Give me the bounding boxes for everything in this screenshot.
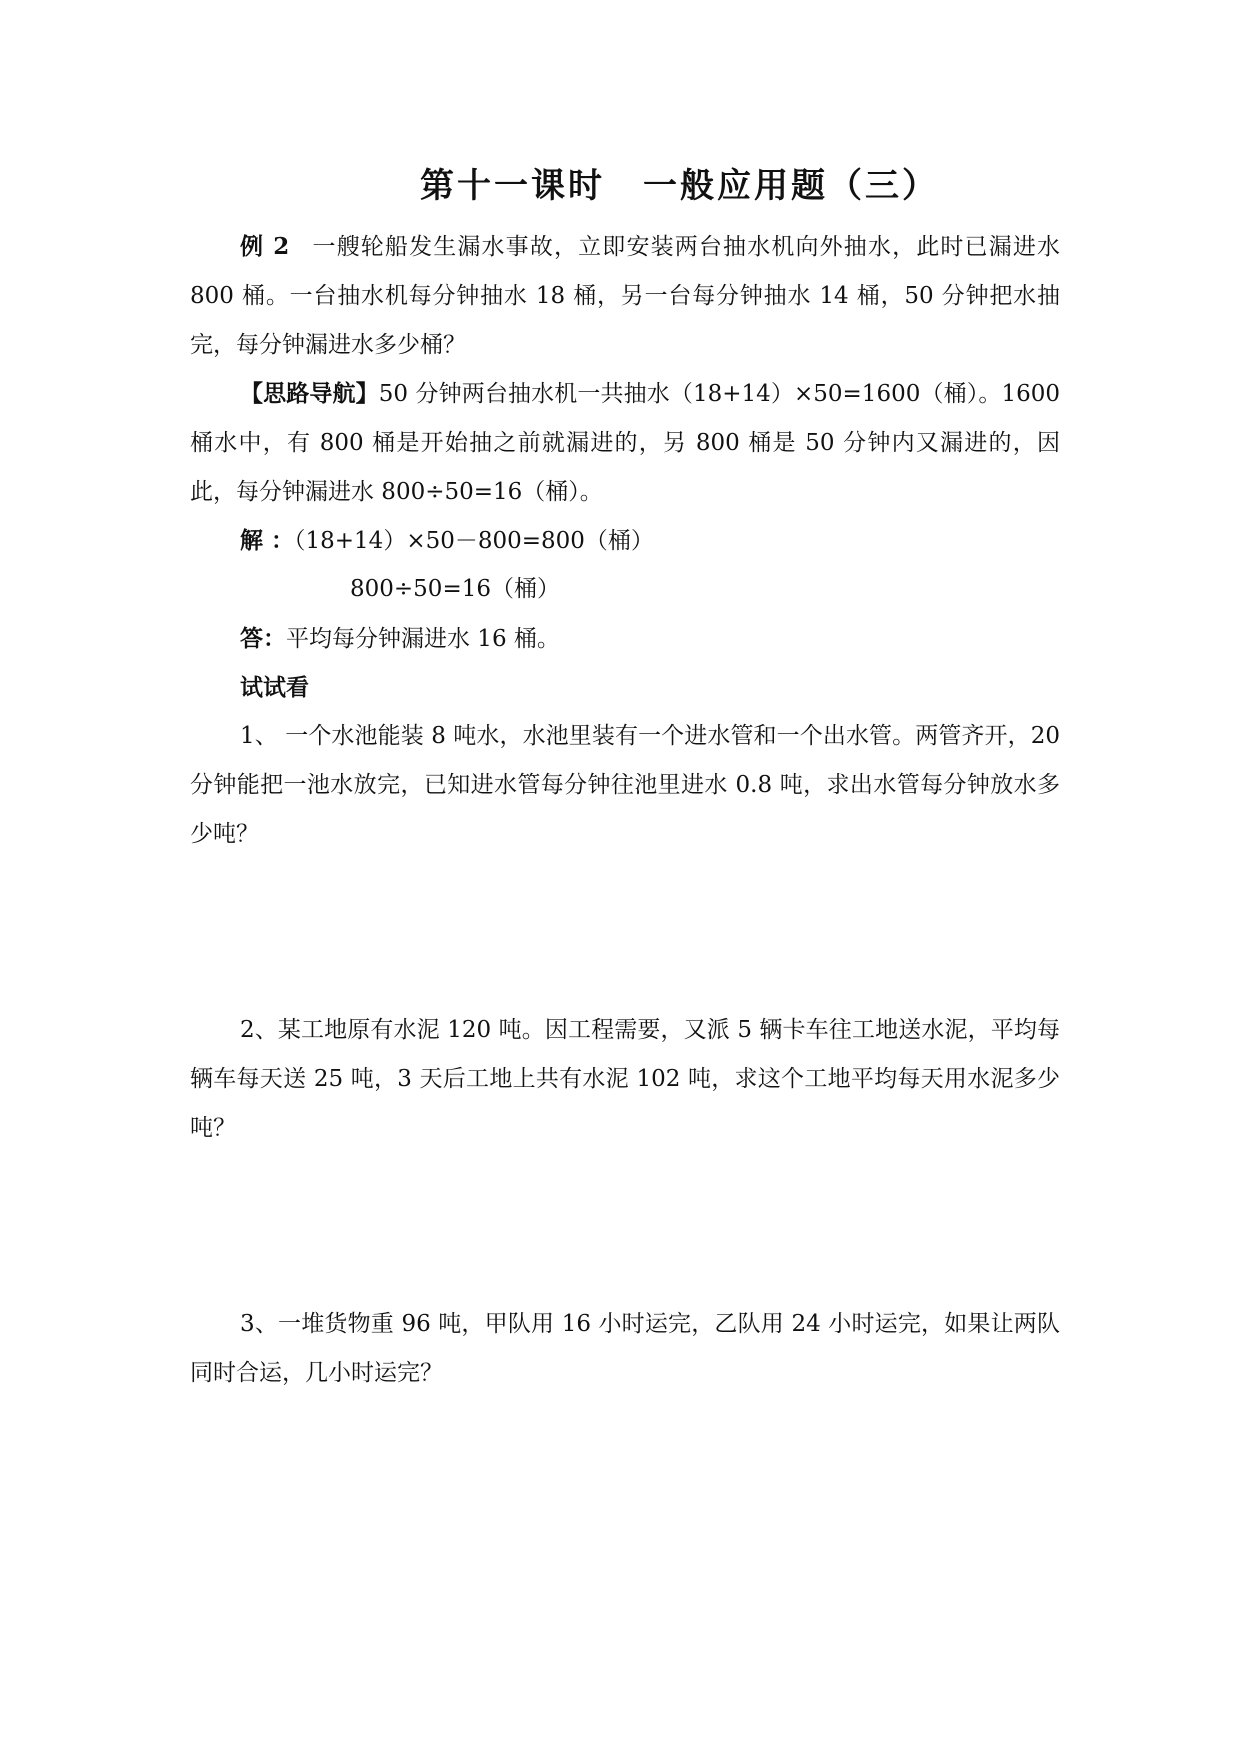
page-title xyxy=(420,158,980,207)
solution-step-1: （18+14）×50－800=800（桶） xyxy=(294,528,654,554)
example-text: 一艘轮船发生漏水事故，立即安装两台抽水机向外抽水，此时已漏进水 800 桶。一台抽水机每分钟抽水 18 桶，另一台每分钟抽水 14 桶，50 分钟把水抽完，每分钟漏进水多少桶？ xyxy=(190,234,1061,358)
solution-step-2: 800÷50=16（桶） xyxy=(350,576,560,602)
guide-label: 【思路导航】 xyxy=(240,380,379,407)
example-paragraph xyxy=(190,222,1060,370)
answer-text: 平均每分钟漏进水 16 桶。 xyxy=(286,626,560,652)
practice-question-3: 3、一堆货物重 96 吨，甲队用 16 小时运完，乙队用 24 小时运完，如果让两队同时合运，几小时运完？ xyxy=(190,1311,1060,1386)
guide-text: 50 分钟两台抽水机一共抽水（18+14）×50=1600（桶）。1600 桶水中，有 800 桶是开始抽之前就漏进的，另 800 桶是 50 分钟内又漏进的，因此，每分钟漏进水 800÷50=16（桶）。 xyxy=(190,381,1060,505)
practice-question-2: 2、某工地原有水泥 120 吨。因工程需要，又派 5 辆卡车往工地送水泥，平均每辆车每天送 25 吨，3 天后工地上共有水泥 102 吨，求这个工地平均每天用水泥多少吨？ xyxy=(190,1017,1060,1141)
title-lesson: 第十一课时 xyxy=(420,166,605,206)
example-label: 例 2 xyxy=(240,233,290,260)
title-topic: 一般应用题（三） xyxy=(643,166,939,206)
solution-line-1 xyxy=(240,516,654,566)
solution-label: 解 ： xyxy=(240,527,295,554)
answer-label: 答： xyxy=(240,625,286,652)
practice-question-1: 1、 一个水池能装 8 吨水，水池里装有一个进水管和一个出水管。两管齐开，20 分钟能把一池水放完，已知进水管每分钟往池里进水 0.8 吨，求出水管每分钟放水多少吨？ xyxy=(190,723,1060,847)
guide-paragraph xyxy=(190,369,1060,517)
answer-line xyxy=(240,614,560,664)
practice-heading: 试试看 xyxy=(240,674,309,701)
solution-line-2 xyxy=(350,565,560,614)
